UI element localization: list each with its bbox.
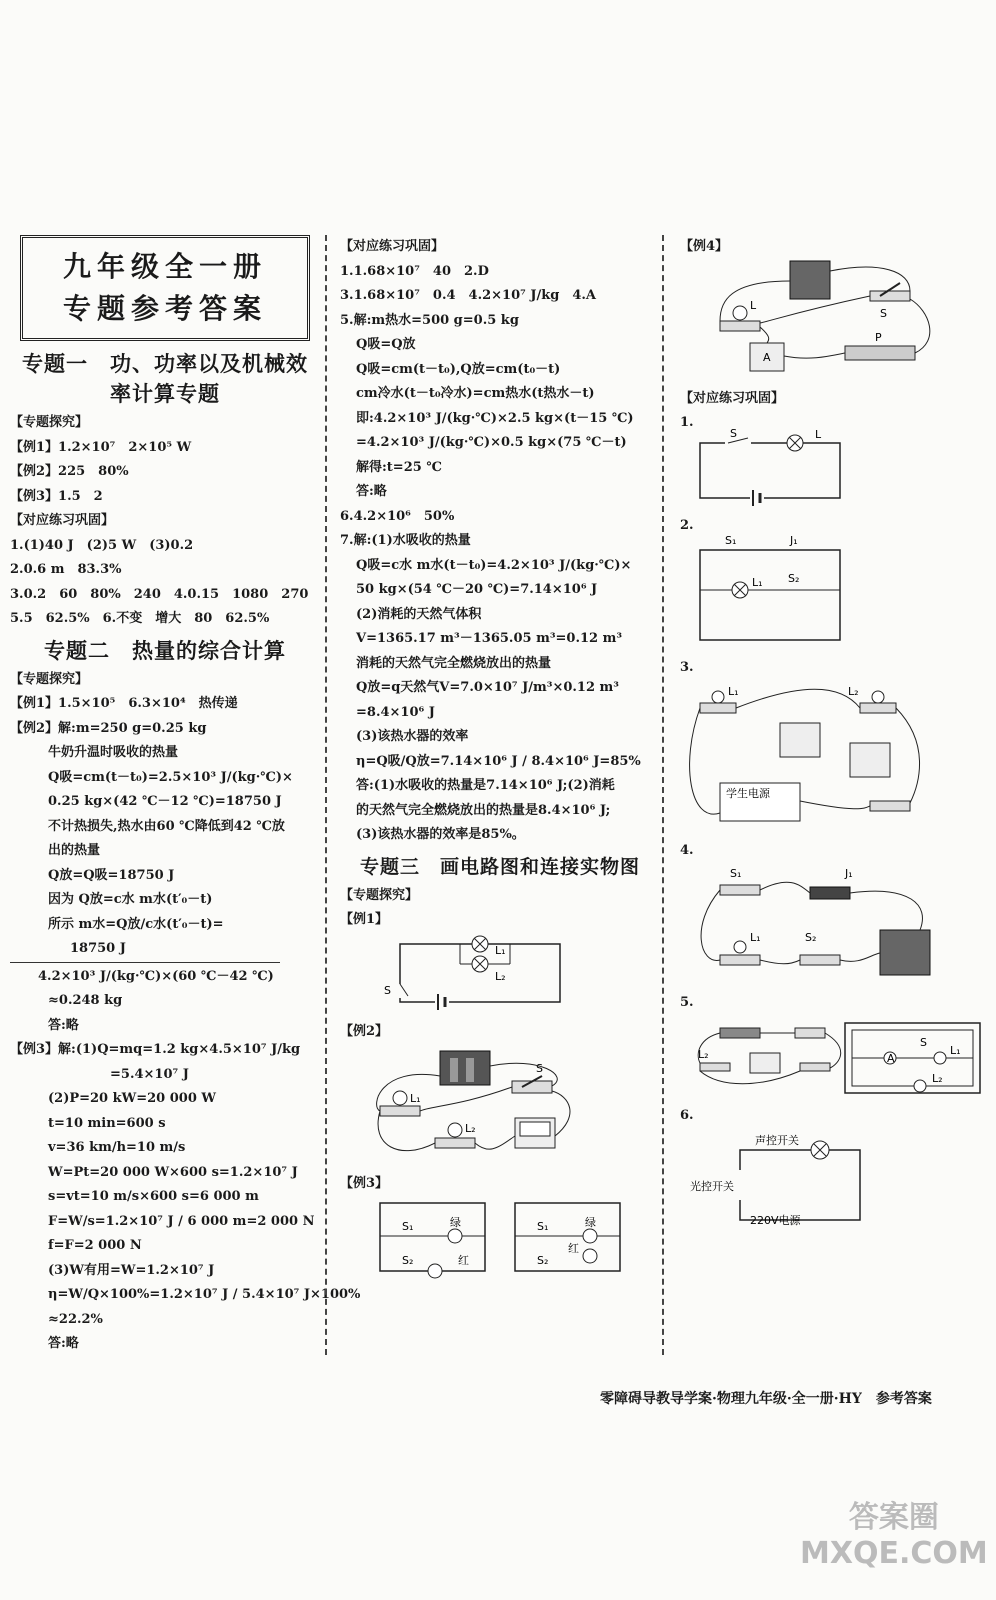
wiring-diagram-ex2 (340, 1046, 640, 1166)
line: 答:(1)水吸收的热量是7.14×10⁶ J;(2)消耗 (356, 778, 615, 793)
item-number: 1. (680, 415, 694, 430)
example-label: 【例3】 (340, 1175, 389, 1191)
line: 7.解:(1)水吸收的热量 (340, 533, 471, 548)
line: η=Q吸/Q放=7.14×10⁶ J / 8.4×10⁶ J=85% (356, 753, 641, 769)
line: 【例2】225 80% (10, 464, 129, 479)
title-box (20, 235, 310, 341)
line: η=W/Q×100%=1.2×10⁷ J / 5.4×10⁷ J×100% (48, 1287, 361, 1302)
item-number: 4. (680, 842, 694, 858)
line: 6.4.2×10⁶ 50% (340, 508, 455, 524)
label-red: 红 (568, 1241, 579, 1255)
line: Q吸=cm(t－t₀),Q放=cm(t₀－t) (356, 361, 561, 377)
label-s1: S₁ (537, 1219, 549, 1233)
label-green: 绿 (585, 1215, 596, 1229)
circuit-diagram-1 (680, 426, 980, 508)
line: f=F=2 000 N (48, 1238, 142, 1253)
label-sound-switch: 声控开关 (755, 1134, 799, 1147)
label-red: 红 (458, 1253, 469, 1267)
line: (3)W有用=W=1.2×10⁷ J (48, 1262, 215, 1278)
column-1 (10, 235, 361, 1357)
label-l2: L₂ (465, 1121, 476, 1135)
line: (3)该热水器的效率是85%。 (356, 827, 525, 842)
line: Q放=q天然气V=7.0×10⁷ J/m³×0.12 m³ (356, 680, 619, 695)
label-l1: L₁ (728, 684, 739, 698)
line: 消耗的天然气完全燃烧放出的热量 (356, 655, 552, 671)
line: 即:4.2×10³ J/(kg·℃)×2.5 kg×(t－15 ℃) (356, 410, 634, 426)
example-label: 【例4】 (680, 239, 729, 254)
line: 50 kg×(54 ℃－20 ℃)=7.14×10⁶ J (356, 582, 598, 597)
line: Q吸=Q放 (356, 337, 416, 352)
line: 【例1】1.2×10⁷ 2×10⁵ W (10, 439, 192, 455)
line: V=1365.17 m³－1365.05 m³=0.12 m³ (356, 631, 623, 646)
line: 1.1.68×10⁷ 40 2.D (340, 263, 489, 279)
line: t=10 min=600 s (48, 1115, 166, 1131)
wiring-diagram-5 (680, 1018, 985, 1098)
line: 答:略 (356, 484, 387, 499)
line: 【对应练习巩固】 (10, 513, 115, 528)
line: 【例1】1.5×10⁵ 6.3×10⁴ 热传递 (10, 696, 238, 711)
label-s1: S₁ (730, 867, 742, 880)
line: 牛奶升温时吸收的热量 (48, 745, 179, 760)
line: 5.5 62.5% 6.不变 增大 80 62.5% (10, 611, 270, 626)
label-l2: L₂ (848, 684, 859, 698)
label-p: P (875, 331, 882, 344)
fraction-numerator: 18750 J (70, 941, 126, 956)
label-s: S (384, 983, 391, 997)
line: 出的热量 (48, 843, 101, 858)
fraction-denominator: 4.2×10³ J/(kg·℃)×(60 ℃－42 ℃) (38, 968, 274, 984)
title-line-2: 专题参考答案 (62, 292, 267, 325)
label-s2: S₂ (805, 931, 817, 944)
line: 【例3】解:(1)Q=mq=1.2 kg×4.5×10⁷ J/kg (10, 1042, 301, 1057)
line: 5.解:m热水=500 g=0.5 kg (340, 312, 519, 328)
line: ≈22.2% (48, 1311, 103, 1327)
line: 0.25 kg×(42 ℃－12 ℃)=18750 J (48, 794, 282, 809)
label-power: 220V电源 (750, 1214, 801, 1227)
line: ≈0.248 kg (48, 993, 123, 1008)
line: 3.1.68×10⁷ 0.4 4.2×10⁷ J/kg 4.A (340, 288, 597, 303)
line: W=Pt=20 000 W×600 s=1.2×10⁷ J (48, 1164, 298, 1180)
line: F=W/s=1.2×10⁷ J / 6 000 m=2 000 N (48, 1213, 315, 1229)
watermark-line-1: 答案圈 (848, 1500, 939, 1535)
line: 答:略 (48, 1336, 79, 1351)
line: (2)消耗的天然气体积 (356, 606, 482, 622)
line: =5.4×10⁷ J (110, 1066, 189, 1082)
label-a: A (887, 1051, 895, 1065)
label-l1: L₁ (950, 1043, 961, 1057)
item-number: 6. (680, 1107, 694, 1123)
line: Q吸=c水 m水(t－t₀)=4.2×10³ J/(kg·℃)× (356, 557, 632, 573)
label-green: 绿 (450, 1215, 461, 1229)
label-l: L (750, 299, 757, 312)
line: 【专题探究】 (10, 415, 89, 430)
column-3 (680, 235, 985, 1246)
label-j1: J₁ (845, 867, 853, 880)
label-s2: S₂ (537, 1253, 549, 1267)
label-s1: S₁ (402, 1219, 414, 1233)
label-s2: S₂ (788, 572, 800, 585)
section-1-title (10, 349, 320, 409)
label-s1: S₁ (725, 534, 737, 547)
watermark-line-2: MXQE.COM (800, 1536, 988, 1571)
line: 【例3】1.5 2 (10, 488, 103, 504)
column-2 (340, 235, 660, 1284)
section-1-title-a: 专题一 功、功率以及机械效 (22, 351, 308, 376)
line: (3)该热水器的效率 (356, 729, 469, 744)
section-1-body (10, 411, 320, 632)
label-l1: L₁ (752, 576, 763, 589)
line: 1.(1)40 J (2)5 W (3)0.2 (10, 537, 194, 553)
label-j1: J₁ (790, 534, 798, 547)
line: (2)P=20 kW=20 000 W (48, 1091, 217, 1106)
line: 解得:t=25 ℃ (356, 459, 442, 475)
column-divider (325, 235, 327, 1355)
line: Q放=Q吸=18750 J (48, 867, 175, 883)
line: 【例2】解:m=250 g=0.25 kg (10, 720, 207, 736)
item-number: 3. (680, 660, 694, 675)
label-light-switch: 光控开关 (690, 1180, 734, 1193)
line: 不计热损失,热水由60 ℃降低到42 ℃放 (48, 818, 285, 834)
circuit-diagrams-ex3 (340, 1198, 640, 1278)
line: 2.0.6 m 83.3% (10, 562, 122, 577)
section-3-title: 专题三 画电路图和连接实物图 (359, 855, 640, 878)
example-label: 【例1】 (340, 911, 389, 927)
example-label: 【例2】 (340, 1023, 389, 1039)
line: s=vt=10 m/s×600 s=6 000 m (48, 1189, 259, 1204)
label-s: S (536, 1061, 543, 1075)
line: v=36 km/h=10 m/s (48, 1140, 186, 1155)
line: =8.4×10⁶ J (356, 704, 435, 720)
label-psu: 学生电源 (726, 786, 770, 800)
watermark (800, 1500, 988, 1572)
label-l1: L₁ (495, 943, 506, 957)
circuit-diagram-2 (680, 534, 980, 650)
line: 因为 Q放=c水 m水(t′₀－t) (48, 892, 213, 907)
item-number: 5. (680, 995, 694, 1010)
line: cm冷水(t－t₀冷水)=cm热水(t热水－t) (356, 386, 595, 401)
item-number: 2. (680, 517, 694, 533)
wiring-diagram-4 (680, 865, 980, 985)
label-l1: L₁ (410, 1091, 421, 1105)
line: =4.2×10³ J/(kg·℃)×0.5 kg×(75 ℃－t) (356, 435, 627, 450)
fraction-bar (10, 962, 280, 963)
label-l: L (815, 427, 822, 441)
column-divider (662, 235, 664, 1355)
footer: 零障碍导教导学案·物理九年级·全一册·HY 参考答案 (600, 1391, 932, 1407)
line: 3.0.2 60 80% 240 4.0.15 1080 270 (10, 586, 309, 602)
circuit-diagram-ex1 (340, 934, 640, 1014)
line: 的天然气完全燃烧放出的热量是8.4×10⁶ J; (356, 802, 611, 818)
line: 所示 m水=Q放/c水(t′₀－t)= (48, 916, 224, 932)
circuit-diagram-6 (680, 1130, 980, 1240)
label-l2: L₂ (495, 969, 506, 983)
section-header: 【专题探究】 (340, 887, 419, 903)
title-line-1: 九年级全一册 (62, 250, 267, 283)
label-s: S (880, 307, 887, 320)
label-s: S (730, 426, 737, 440)
section-2-body (10, 668, 361, 1357)
label-a: A (763, 351, 771, 364)
label-l2: L₂ (932, 1071, 943, 1085)
line: 答:略 (48, 1017, 79, 1033)
section-1-title-b: 率计算专题 (110, 381, 220, 406)
line: 【专题探究】 (10, 671, 89, 687)
line: Q吸=cm(t－t₀)=2.5×10³ J/(kg·℃)× (48, 769, 293, 785)
label-s2: S₂ (402, 1253, 414, 1267)
wiring-diagram-ex4 (680, 261, 980, 381)
label-l1: L₁ (750, 931, 761, 944)
section-header: 【对应练习巩固】 (680, 391, 785, 406)
label-s: S (920, 1035, 927, 1049)
line: 【对应练习巩固】 (340, 239, 445, 254)
section-2-title: 专题二 热量的综合计算 (44, 637, 286, 663)
label-l2: L₂ (698, 1047, 709, 1061)
wiring-diagram-3 (680, 683, 980, 833)
